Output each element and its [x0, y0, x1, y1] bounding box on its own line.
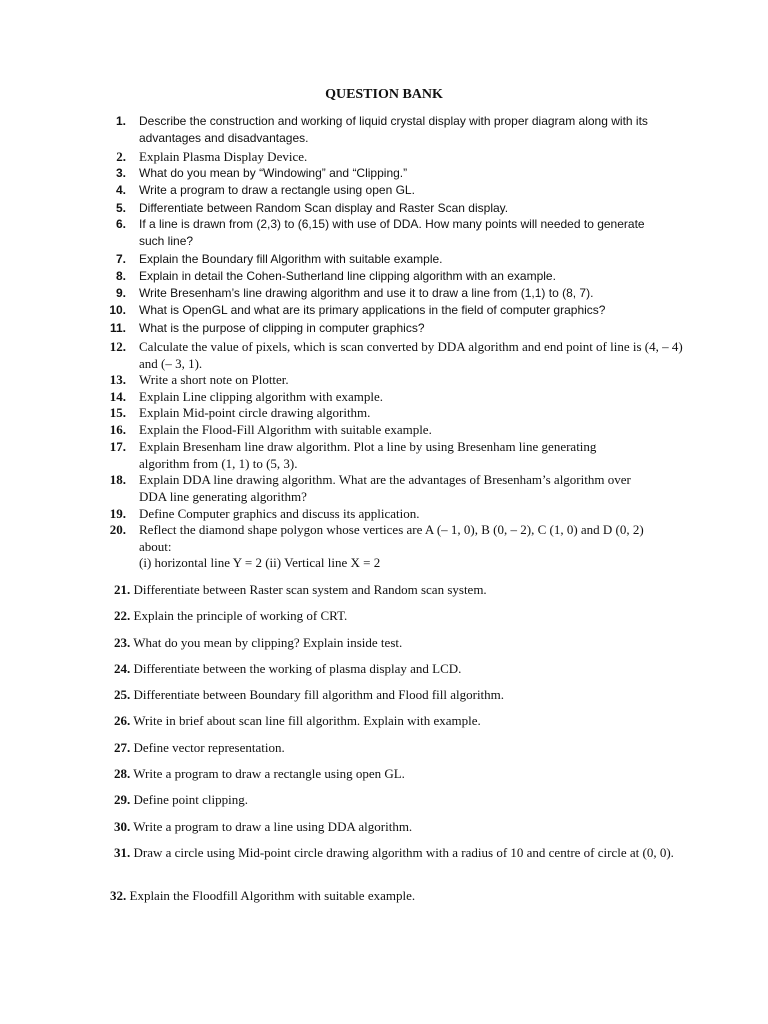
question-number: 32. — [110, 888, 127, 903]
question-number: 25. — [114, 687, 131, 702]
question-text: Differentiate between the working of plasma display and LCD. — [133, 661, 462, 676]
question-number: 22. — [114, 608, 131, 623]
question-text: If a line is drawn from (2,3) to (6,15) with use of DDA. How many points will needed to generate such line? — [139, 217, 645, 248]
question-text: Differentiate between Raster scan system and Random scan system. — [133, 582, 487, 597]
question-number: 18. — [109, 472, 126, 487]
question-number: 8. — [115, 269, 126, 283]
question-text: Explain Bresenham line draw algorithm. Plot a line by using Bresenham line generating algorithm from (1, 1) to (5, 3). — [139, 439, 597, 471]
question-text: What is the purpose of clipping in computer graphics? — [139, 321, 425, 335]
question-text: Define vector representation. — [133, 740, 285, 755]
question-number: 31. — [114, 845, 131, 860]
question-text: Write a program to draw a rectangle using open GL. — [139, 183, 415, 197]
question-number: 5. — [115, 201, 126, 215]
question-number: 21. — [114, 582, 131, 597]
question-number: 14. — [109, 389, 126, 404]
question-item — [114, 634, 694, 651]
question-text: Differentiate between Boundary fill algorithm and Flood fill algorithm. — [133, 687, 505, 702]
question-number: 28. — [114, 766, 131, 781]
question-number: 6. — [115, 217, 126, 231]
question-text: Explain Mid-point circle drawing algorithm. — [139, 405, 371, 420]
question-item — [114, 581, 694, 598]
question-number: 26. — [114, 713, 131, 728]
question-text: Explain the Boundary fill Algorithm with suitable example. — [139, 252, 443, 266]
question-number: 15. — [109, 405, 126, 420]
question-number: 16. — [109, 422, 126, 437]
question-text: Reflect the diamond shape polygon whose vertices are A (– 1, 0), B (0, – 2), C (1, 0) and D (0, 2) about: — [139, 522, 644, 554]
question-number: 11. — [109, 321, 126, 335]
question-text: Explain Line clipping algorithm with example. — [139, 389, 384, 404]
question-number: 17. — [109, 439, 126, 454]
question-text: Write a program to draw a rectangle using open GL. — [133, 766, 405, 781]
question-item — [114, 739, 694, 756]
question-item — [114, 712, 694, 729]
question-item — [96, 113, 686, 147]
question-text: Explain in detail the Cohen-Sutherland line clipping algorithm with an example. — [139, 269, 556, 283]
question-text: What is OpenGL and what are its primary applications in the field of computer graphics? — [139, 303, 606, 317]
question-number: 4. — [115, 183, 126, 197]
question-text: Define Computer graphics and discuss its application. — [139, 506, 420, 521]
question-number: 29. — [114, 792, 131, 807]
question-text: Write a program to draw a line using DDA algorithm. — [133, 819, 413, 834]
question-text: What do you mean by clipping? Explain inside test. — [133, 635, 403, 650]
question-number: 7. — [115, 252, 126, 266]
question-number: 10. — [109, 303, 126, 317]
question-number: 12. — [109, 339, 126, 354]
question-item — [92, 844, 692, 861]
question-text: Explain Plasma Display Device. — [139, 149, 308, 164]
question-item — [114, 686, 694, 703]
question-number: 3. — [115, 166, 126, 180]
question-text: Write in brief about scan line fill algorithm. Explain with example. — [133, 713, 481, 728]
question-text: Explain the Flood-Fill Algorithm with suitable example. — [139, 422, 432, 437]
question-text: Write a short note on Plotter. — [139, 372, 289, 387]
question-number: 2. — [116, 149, 126, 164]
question-number: 27. — [114, 740, 131, 755]
question-item — [110, 887, 690, 904]
question-text: Calculate the value of pixels, which is scan converted by DDA algorithm and end point of line is (4, – 4) and (– 3, 1). — [139, 339, 683, 371]
question-item — [114, 765, 694, 782]
question-text: Write Bresenham’s line drawing algorithm and use it to draw a line from (1,1) to (8, 7). — [139, 286, 594, 300]
question-number: 30. — [114, 819, 131, 834]
question-number: 13. — [109, 372, 126, 387]
question-text: Differentiate between Random Scan display and Raster Scan display. — [139, 201, 509, 215]
question-text: Explain the Floodfill Algorithm with suitable example. — [129, 888, 416, 903]
question-text: Draw a circle using Mid-point circle drawing algorithm with a radius of 10 and centre of circle at (0, 0). — [133, 845, 674, 860]
question-item — [114, 818, 694, 835]
question-text: Explain DDA line drawing algorithm. What are the advantages of Bresenham’s algorithm over DDA line generating algorithm? — [139, 472, 631, 504]
question-text: (i) horizontal line Y = 2 (ii) Vertical line X = 2 — [139, 555, 381, 570]
page-title: QUESTION BANK — [325, 87, 443, 102]
question-text: What do you mean by “Windowing” and “Clipping.” — [139, 166, 408, 180]
question-number: 1. — [115, 114, 126, 128]
question-text: Explain the principle of working of CRT. — [133, 608, 348, 623]
question-item — [114, 607, 694, 624]
question-number: 20. — [109, 522, 126, 537]
question-item — [114, 791, 694, 808]
question-number: 23. — [114, 635, 131, 650]
question-text: Define point clipping. — [133, 792, 248, 807]
question-number: 19. — [109, 506, 126, 521]
question-number: 24. — [114, 661, 131, 676]
question-text: Describe the construction and working of liquid crystal display with proper diagram along with its advantages and disadvantages. — [139, 114, 648, 145]
question-item — [114, 660, 694, 677]
question-number: 9. — [115, 286, 126, 300]
